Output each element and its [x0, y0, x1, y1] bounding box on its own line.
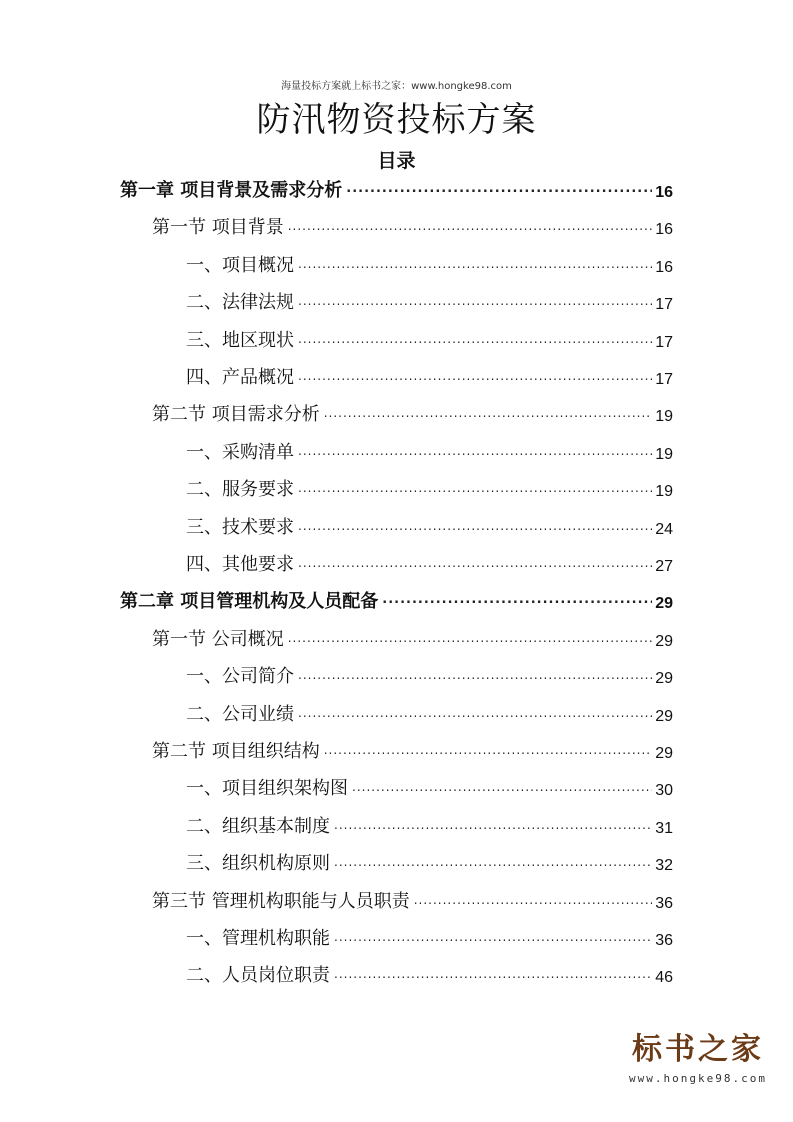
toc-subsection-entry[interactable]	[186, 438, 673, 464]
toc-entry-label: 第一节 公司概况	[152, 628, 284, 650]
toc-entry-page-number: 17	[655, 296, 673, 314]
toc-dot-leader	[334, 967, 652, 981]
toc-dot-leader	[382, 592, 652, 607]
toc-entry-page-number: 32	[655, 857, 673, 875]
toc-entry-page-number: 46	[655, 969, 673, 987]
toc-subsection-entry[interactable]	[186, 849, 673, 875]
toc-dot-leader	[298, 481, 652, 495]
toc-dot-leader	[298, 294, 652, 308]
brand-logo	[623, 1032, 773, 1102]
toc-entry-label: 一、项目概况	[186, 254, 294, 276]
toc-dot-leader	[298, 706, 652, 720]
toc-entry-label: 四、产品概况	[186, 367, 294, 388]
toc-section-entry[interactable]	[152, 887, 673, 913]
toc-entry-label: 三、地区现状	[186, 329, 294, 351]
toc-entry-page-number: 19	[655, 483, 673, 501]
toc-entry-label: 第二章 项目管理机构及人员配备	[120, 591, 379, 613]
toc-entry-label: 一、管理机构职能	[186, 928, 330, 949]
toc-entry-label: 一、采购清单	[186, 441, 294, 463]
toc-subsection-entry[interactable]	[186, 513, 673, 539]
toc-subsection-entry[interactable]	[186, 662, 673, 688]
toc-subsection-entry[interactable]	[186, 961, 673, 987]
toc-dot-leader	[334, 855, 652, 869]
page-header-text: 海量投标方案就上标书之家：www.hongke98.com	[281, 81, 512, 92]
toc-dot-leader	[298, 369, 652, 383]
toc-dot-leader	[298, 444, 652, 458]
toc-entry-label: 第二节 项目需求分析	[152, 404, 320, 426]
toc-entry-page-number: 30	[655, 782, 673, 800]
toc-subsection-entry[interactable]	[186, 812, 673, 838]
toc-chapter-entry[interactable]	[120, 587, 673, 613]
toc-dot-leader	[298, 556, 652, 570]
toc-entry-page-number: 17	[655, 371, 673, 388]
toc-entry-label: 第二节 项目组织结构	[152, 741, 320, 762]
toc-dot-leader	[288, 631, 652, 645]
toc-entry-label: 第一节 项目背景	[152, 217, 284, 239]
toc-subsection-entry[interactable]	[186, 251, 673, 277]
toc-entry-page-number: 16	[655, 258, 673, 276]
toc-entry-label: 二、公司业绩	[186, 703, 294, 725]
toc-entry-label: 二、人员岗位职责	[186, 965, 330, 987]
toc-chapter-entry[interactable]	[120, 176, 673, 202]
toc-entry-page-number: 17	[655, 333, 673, 351]
toc-dot-leader	[298, 332, 652, 346]
toc-subsection-entry[interactable]	[186, 550, 673, 576]
toc-entry-page-number: 24	[655, 520, 673, 538]
toc-entry-label: 二、法律法规	[186, 292, 294, 314]
toc-subsection-entry[interactable]	[186, 700, 673, 726]
toc-entry-page-number: 19	[655, 408, 673, 426]
toc-entry-label: 三、组织机构原则	[186, 853, 330, 875]
toc-subsection-entry[interactable]	[186, 924, 673, 950]
toc-entry-page-number: 29	[655, 745, 673, 762]
toc-section-entry[interactable]	[152, 737, 673, 763]
toc-entry-label: 第一章 项目背景及需求分析	[120, 180, 343, 201]
toc-entry-page-number: 31	[655, 819, 673, 837]
toc-subsection-entry[interactable]	[186, 475, 673, 501]
toc-section-entry[interactable]	[152, 400, 673, 426]
toc-dot-leader	[288, 219, 652, 233]
toc-subsection-entry[interactable]	[186, 363, 673, 389]
toc-entry-page-number: 16	[655, 184, 673, 201]
toc-entry-label: 第三节 管理机构职能与人员职责	[152, 890, 410, 912]
toc-dot-leader	[334, 818, 652, 832]
toc-section-entry[interactable]	[152, 625, 673, 651]
toc-entry-page-number: 27	[655, 558, 673, 575]
toc-entry-page-number: 29	[655, 632, 673, 650]
toc-subsection-entry[interactable]	[186, 288, 673, 314]
toc-subsection-entry[interactable]	[186, 774, 673, 800]
toc-entry-label: 四、其他要求	[186, 554, 294, 575]
toc-entry-label: 二、服务要求	[186, 479, 294, 501]
document-title: 防汛物资投标方案	[256, 100, 537, 140]
logo-url: www.hongke98.com	[629, 1072, 767, 1085]
toc-dot-leader	[334, 930, 652, 944]
toc-entry-label: 二、组织基本制度	[186, 815, 330, 837]
toc-dot-leader	[324, 406, 652, 420]
toc-dot-leader	[352, 780, 652, 794]
toc-entry-page-number: 19	[655, 445, 673, 463]
toc-entry-page-number: 29	[655, 670, 673, 688]
toc-entry-page-number: 29	[655, 595, 673, 613]
toc-dot-leader	[414, 893, 652, 907]
toc-entry-label: 一、项目组织架构图	[186, 778, 348, 800]
toc-entry-label: 三、技术要求	[186, 516, 294, 538]
toc-entry-label: 一、公司简介	[186, 666, 294, 688]
toc-entry-page-number: 29	[655, 707, 673, 725]
toc-heading: 目录	[377, 150, 416, 172]
toc-entry-page-number: 36	[655, 932, 673, 949]
toc-subsection-entry[interactable]	[186, 326, 673, 352]
logo-name: 标书之家	[632, 1032, 764, 1067]
toc-dot-leader	[324, 743, 652, 757]
toc-entry-page-number: 16	[655, 221, 673, 239]
toc-dot-leader	[298, 257, 652, 271]
toc-dot-leader	[298, 519, 652, 533]
toc-entry-page-number: 36	[655, 894, 673, 912]
toc-dot-leader	[298, 668, 652, 682]
toc-section-entry[interactable]	[152, 213, 673, 239]
toc-dot-leader	[346, 181, 652, 196]
